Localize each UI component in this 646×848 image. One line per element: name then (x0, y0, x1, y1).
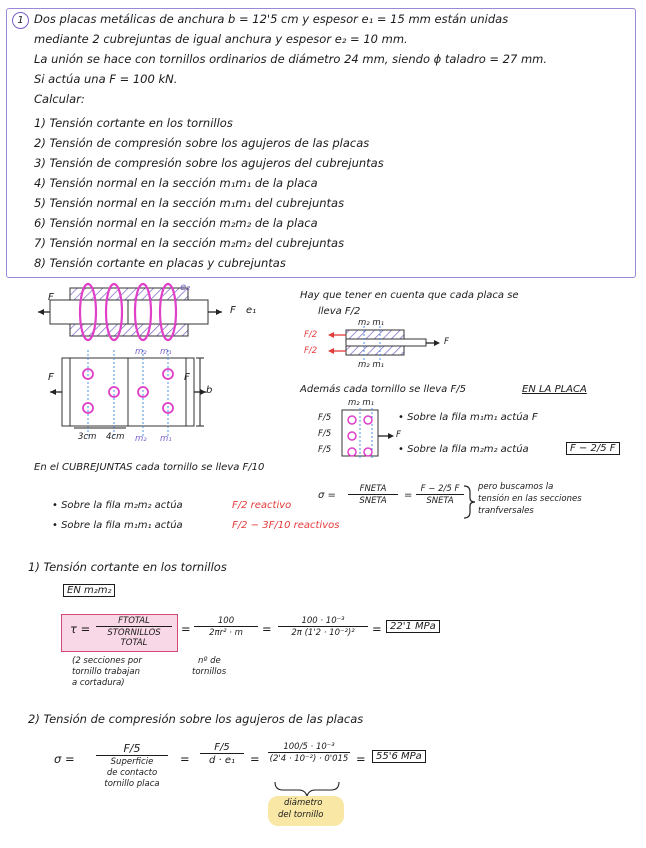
question-7: 7) Tensión normal en la sección m₂m₂ del cubrejuntas (34, 236, 345, 250)
sigma-frac-1: FNETA SNETA (348, 484, 398, 506)
brace-text-b: tensión en las secciones (478, 494, 582, 504)
cubre-bullet-1-red: F/2 reactivo (232, 500, 292, 511)
e1-label: e₁ (246, 305, 257, 316)
question-2: 2) Tensión de compresión sobre los agujeros de las placas (34, 136, 370, 150)
cubre-bullet-2-red: F/2 − 3F/10 reactivos (232, 520, 340, 531)
problem-line-2: mediante 2 cubrejuntas de igual anchura y espesor e₂ = 10 mm. (34, 32, 408, 46)
cubre-bullet-1: • Sobre la fila m₂m₂ actúa (52, 500, 183, 511)
problem-line-3: La unión se hace con tornillos ordinarios de diámetro 24 mm, siendo ϕ taladro = 27 mm. (34, 52, 548, 66)
note-2: Además cada tornillo se lleva F/5 (300, 384, 466, 395)
eq-3: = (372, 622, 382, 636)
b-label: b (206, 385, 213, 396)
F5-label-1: F/5 (318, 413, 332, 423)
m1-top: m₁ (160, 347, 172, 357)
note-secciones-3: a cortadura) (72, 678, 125, 688)
note-secciones-1: (2 secciones por (72, 656, 142, 666)
question-4: 4) Tensión normal en la sección m₁m₁ de la placa (34, 176, 318, 190)
eq2-1: = (180, 752, 190, 766)
m2m1-top: m₂ m₁ (358, 318, 385, 328)
note-1a: Hay que tener en cuenta que cada placa se (300, 290, 519, 301)
side-view (38, 284, 222, 340)
note-secciones-2: tornillo trabajan (72, 667, 140, 677)
part2-result: 55'6 MPa (372, 750, 426, 763)
plate-right (128, 300, 208, 324)
question-3: 3) Tensión de compresión sobre los agujeros del cubrejuntas (34, 156, 384, 170)
m2-top: m₂ (135, 347, 147, 357)
sigma-label: σ = (318, 490, 336, 501)
F-right-label-2: F (184, 372, 190, 383)
note-1b: lleva F/2 (318, 306, 361, 317)
brace-text-a: pero buscamos la (478, 482, 554, 492)
problem-line-4: Si actúa una F = 100 kN. (34, 72, 178, 86)
note-2-emph: EN LA PLACA (522, 384, 587, 395)
F2-label-1: F/2 (304, 330, 318, 340)
F5-label-3: F/5 (318, 445, 332, 455)
sigma2-label: σ = (54, 752, 75, 766)
note-ntornillos-1: nº de (198, 656, 221, 666)
underbrace (275, 782, 339, 796)
F-small-2: F (396, 430, 401, 440)
fila-m2-box: F − 2/5 F (566, 442, 620, 455)
sigma2-frac-2: $\frac{F/5}{\text{d · e₁}}$ (200, 742, 244, 766)
cubrejuntas-note: En el CUBREJUNTAS cada tornillo se lleva F/10 (34, 462, 265, 473)
cover-plate-bottom (70, 324, 188, 336)
F5-label-2: F/5 (318, 429, 332, 439)
sigma-eq: = (404, 490, 413, 501)
F-left-label-2: F (48, 372, 54, 383)
m2m1-label: m₂ m₁ (348, 398, 375, 408)
cover-plate-top (70, 288, 188, 300)
problem-line-1: Dos placas metálicas de anchura b = 12'5 cm y espesor e₁ = 15 mm están unidas (34, 12, 509, 26)
question-8: 8) Tensión cortante en placas y cubrejuntas (34, 256, 286, 270)
note-ntornillos-2: tornillos (192, 667, 227, 677)
tau-label: τ = (70, 622, 91, 636)
diameter-note-1: diámetro (284, 798, 323, 808)
eq-1: = (181, 622, 191, 636)
e2-label: e₂ (180, 282, 191, 293)
plate-left (50, 300, 128, 324)
question-6: 6) Tensión normal en la sección m₂m₂ de la placa (34, 216, 318, 230)
tau-frac-3: $\frac{\text{100 · 10⁻³}}{\text{2π (1'2 · 10⁻²)²}}$ (278, 616, 368, 638)
F2-label-2: F/2 (304, 346, 318, 356)
brace (464, 486, 475, 518)
part1-title: 1) Tensión cortante en los tornillos (28, 560, 227, 574)
eq2-2: = (250, 752, 260, 766)
half-plate-diagram (328, 326, 440, 360)
fila-m1: • Sobre la fila m₁m₁ actúa F (398, 412, 538, 423)
diameter-note-2: del tornillo (278, 810, 324, 820)
part2-title: 2) Tensión de compresión sobre los agujeros de las placas (28, 712, 364, 726)
m2-bottom: m₂ (135, 434, 147, 444)
dim-4cm-label: 4cm (106, 432, 125, 442)
question-5: 5) Tensión normal en la sección m₁m₁ del cubrejuntas (34, 196, 345, 210)
brace-text-c: tranfversales (478, 506, 534, 516)
sigma2-frac-1: F/5 Superficie de contacto tornillo placa (96, 742, 168, 789)
top-view (50, 350, 206, 438)
dim-3cm-label: 3cm (78, 432, 97, 442)
eq-2: = (262, 622, 272, 636)
arrowhead (38, 309, 44, 315)
problem-number: 1 (12, 12, 29, 29)
F-small: F (444, 337, 449, 347)
F-right-label: F (230, 305, 236, 316)
problem-line-5: Calcular: (34, 92, 85, 106)
sigma2-frac-3: $\frac{\text{100/5 · 10⁻³}}{\text{(2'4 · 10⁻²) · 0'015}}$ (269, 742, 349, 764)
bolt-force-diagram (342, 408, 394, 460)
fila-m2: • Sobre la fila m₂m₂ actúa (398, 444, 529, 455)
part1-section-label: EN m₂m₂ (63, 584, 115, 597)
tau-frac-1: FTOTAL STORNILLOS TOTAL (96, 616, 172, 648)
eq2-3: = (356, 752, 366, 766)
part1-result: 22'1 MPa (386, 620, 440, 633)
question-1: 1) Tensión cortante en los tornillos (34, 116, 233, 130)
tau-frac-2: $\frac{100}{\text{2πr² · m}}$ (194, 616, 258, 638)
F-left-label: F (48, 292, 54, 303)
arrowhead (216, 309, 222, 315)
cubre-bullet-2: • Sobre la fila m₁m₁ actúa (52, 520, 183, 531)
sigma-frac-2: F − 2/5 F SNETA (416, 484, 464, 506)
m1-bottom: m₁ (160, 434, 172, 444)
m2m1-bottom: m₂ m₁ (358, 360, 385, 370)
